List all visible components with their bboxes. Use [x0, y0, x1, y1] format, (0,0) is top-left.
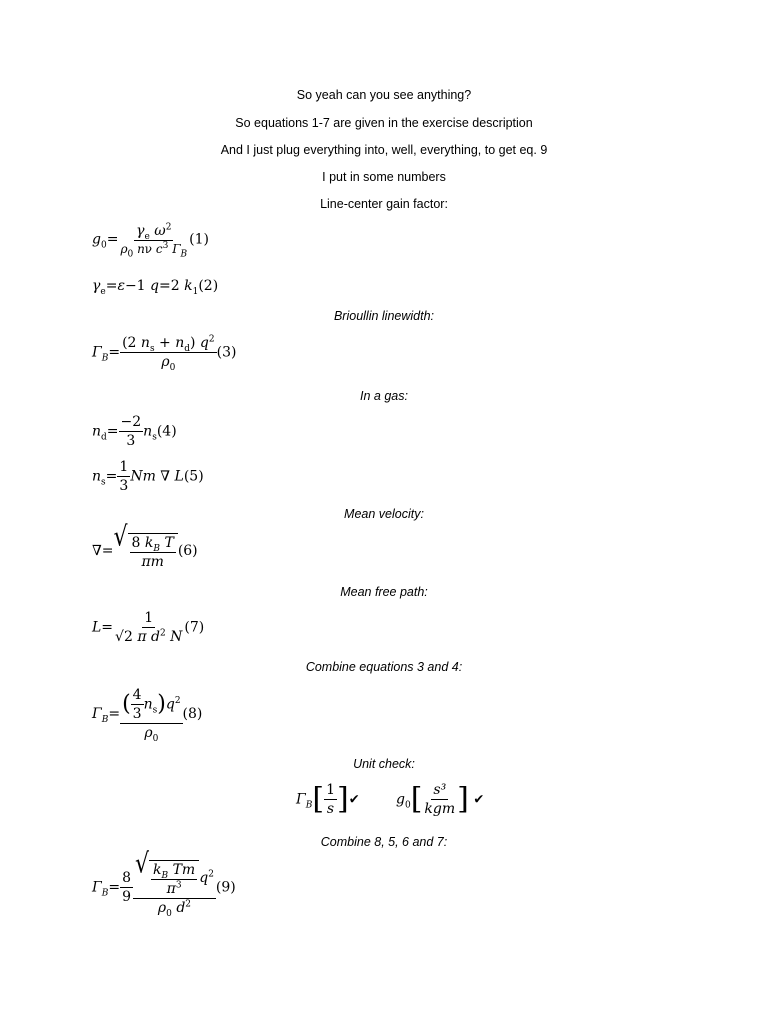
- unit-check-gamma: $\Gamma_B$[ $\frac{1}{s}$ ]✔: [296, 781, 360, 817]
- equation-2: $\gamma_e=\varepsilon-1$ q=2 $k_1(2)$: [92, 278, 219, 297]
- eq-number: (2): [198, 278, 219, 294]
- eq-number: (1): [189, 231, 209, 248]
- equation-6: ∇= √ $\frac{8 k_B T}{\pi m}$ (6): [92, 521, 198, 570]
- eq-number: (8): [182, 706, 203, 722]
- line-question: So yeah can you see anything?: [296, 88, 472, 102]
- equation-9: $\Gamma_B=$ $\frac{8}{9}$ √ $\frac{k_B Tm}{\pi^3}$ $q^2$ $\rho_0$ $d^2$ (9): [92, 848, 236, 919]
- heading-combine-8-5-6-7: Combine 8, 5, 6 and 7:: [320, 835, 448, 849]
- equation-3: $\Gamma_B=$ $\frac{(2 n_s + n_d) q^2}{\rho_0}$ (3): [92, 334, 237, 373]
- check-icon: ✔: [473, 792, 485, 808]
- eq-number: (6): [177, 543, 198, 559]
- eq-number: (9): [215, 879, 236, 896]
- eq-number: (3): [216, 344, 237, 361]
- heading-unit-check: Unit check:: [353, 757, 415, 771]
- heading-velocity: Mean velocity:: [344, 507, 424, 521]
- line-plug-in: And I just plug everything into, well, everything, to get eq. 9: [220, 143, 548, 157]
- equation-4: $n_d=$ $\frac{-2}{3}$ $n_s(4)$: [92, 414, 177, 449]
- eq-number: (7): [184, 619, 205, 636]
- line-equations-given: So equations 1-7 are given in the exercise description: [235, 116, 533, 130]
- check-icon: ✔: [348, 792, 360, 808]
- equation-1: $g_0=$ $\frac{\gamma_e \omega^2}{\rho_0 n\nu c^3 \Gamma_B}$ (1): [92, 222, 209, 260]
- equation-8: $\Gamma_B=$ ( $\frac{4}{3}$ $n_s)q^2$ $\rho_0$ (8): [92, 687, 203, 744]
- heading-free-path: Mean free path:: [340, 585, 428, 599]
- heading-linewidth: Brioullin linewidth:: [333, 309, 435, 323]
- heading-gas: In a gas:: [360, 389, 408, 403]
- equation-5: $n_s=$ $\frac{1}{3}$ Nm ∇ L(5): [92, 459, 204, 494]
- line-gain-factor: Line-center gain factor:: [320, 197, 448, 211]
- equation-7: L= $\frac{1}{√2 \pi d^2 N}$ (7): [92, 610, 205, 645]
- unit-check-g0: $g_0$[ $\frac{\text{s³}}{\text{kgm}}$ ] ✔: [396, 781, 485, 817]
- heading-combine-3-4: Combine equations 3 and 4:: [305, 660, 463, 674]
- eq-number: (5): [183, 468, 204, 485]
- line-numbers: I put in some numbers: [322, 170, 446, 184]
- eq-number: (4): [156, 423, 177, 440]
